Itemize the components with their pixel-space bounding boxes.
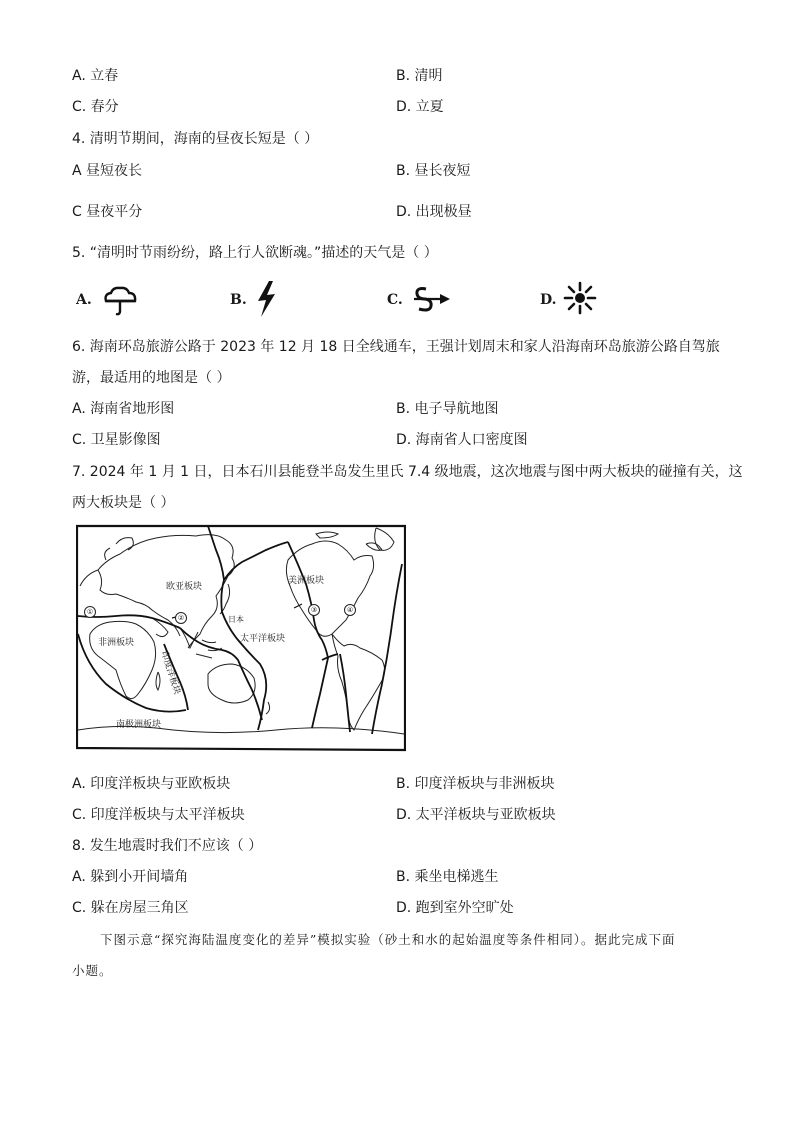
map-marker-4: ④ [344, 604, 356, 616]
q6-option-c: C. 卫星影像图 [72, 432, 161, 448]
q8-stem: 8. 发生地震时我们不应该（ ） [72, 838, 263, 854]
map-label-japan: 日本 [228, 615, 244, 624]
map-label-antarctic: 南极洲板块 [116, 720, 162, 730]
q6-option-d: D. 海南省人口密度图 [396, 432, 528, 448]
q7-option-b: B. 印度洋板块与非洲板块 [396, 776, 555, 792]
map-label-eurasia: 欧亚板块 [166, 582, 203, 592]
q6-stem-line2: 游，最适用的地图是（ ） [72, 370, 231, 386]
q4-stem: 4. 清明节期间，海南的昼夜长短是（ ） [72, 131, 319, 147]
q7-stem-line2: 两大板块是（ ） [72, 495, 175, 511]
q5-option-b-label: B. [230, 292, 247, 308]
q8-option-b: B. 乘坐电梯逃生 [396, 869, 499, 885]
q8-option-c: C. 躲在房屋三角区 [72, 900, 189, 916]
q4-option-c: C 昼夜平分 [72, 204, 143, 220]
map-marker-2: ② [175, 612, 187, 624]
map-marker-3: ③ [308, 604, 320, 616]
q8-option-a: A. 躲到小开间墙角 [72, 869, 189, 885]
q6-option-b: B. 电子导航地图 [396, 401, 499, 417]
map-label-america: 美洲板块 [288, 576, 325, 586]
map-label-pacific: 太平洋板块 [240, 634, 286, 644]
q3-option-d: D. 立夏 [396, 99, 444, 115]
q7-option-a: A. 印度洋板块与亚欧板块 [72, 776, 231, 792]
wind-icon [410, 284, 452, 314]
q4-option-b: B. 昼长夜短 [396, 163, 471, 179]
rain-cloud-icon [100, 285, 140, 317]
q7-option-d: D. 太平洋板块与亚欧板块 [396, 807, 556, 823]
q3-option-b: B. 清明 [396, 68, 443, 84]
lightning-icon [254, 280, 278, 318]
map-label-indian: 印度洋板块 [158, 650, 182, 696]
q7-stem-line1: 7. 2024 年 1 月 1 日，日本石川县能登半岛发生里氏 7.4 级地震，这次地震与图中两大板块的碰撞有关，这 [72, 464, 743, 480]
q5-option-c-label: C. [387, 292, 403, 308]
q3-option-a: A. 立春 [72, 68, 119, 84]
intro-line1: 下图示意“探究海陆温度变化的差异”模拟实验（砂土和水的起始温度等条件相同）。据此完成下面 [100, 932, 676, 947]
q8-option-d: D. 跑到室外空旷处 [396, 900, 514, 916]
q5-option-a-label: A. [76, 292, 92, 308]
q4-option-a: A 昼短夜长 [72, 163, 143, 179]
intro-line2: 小题。 [72, 963, 113, 978]
q5-stem: 5. “清明时节雨纷纷，路上行人欲断魂。”描述的天气是（ ） [72, 245, 438, 261]
q6-option-a: A. 海南省地形图 [72, 401, 175, 417]
q4-option-d: D. 出现极昼 [396, 204, 472, 220]
q6-stem-line1: 6. 海南环岛旅游公路于 2023 年 12 月 18 日全线通车，王强计划周末和家人沿海南环岛旅游公路自驾旅 [72, 339, 720, 355]
map-marker-1: ① [84, 606, 96, 618]
sunny-icon [563, 281, 597, 315]
plate-map [76, 524, 406, 752]
q5-option-d-label: D. [540, 292, 557, 308]
map-label-africa: 非洲板块 [98, 638, 135, 648]
q7-option-c: C. 印度洋板块与太平洋板块 [72, 807, 245, 823]
q3-option-c: C. 春分 [72, 99, 119, 115]
